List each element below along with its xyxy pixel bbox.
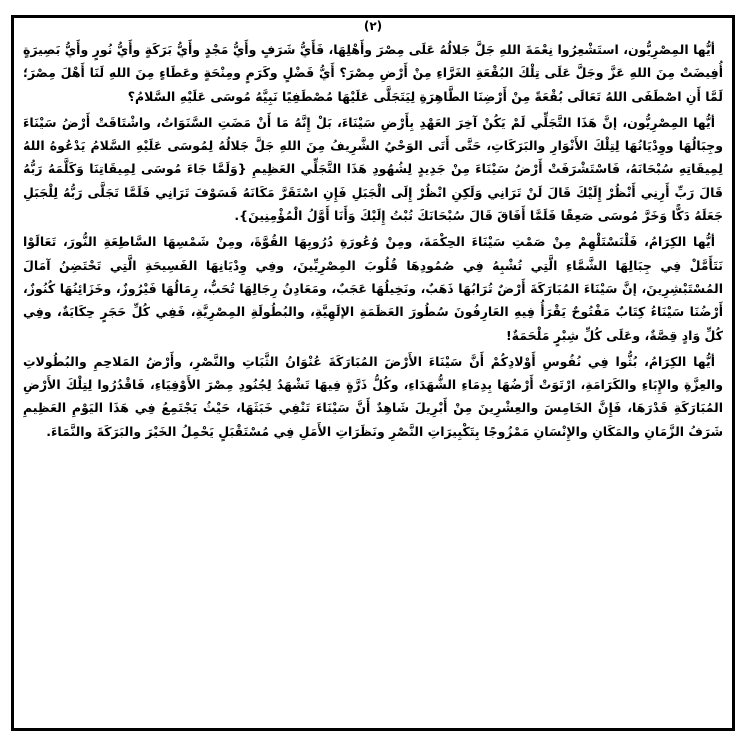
paragraph-3: أيُّها الكِرَامُ، فَلْنَسْتَلْهِمْ مِنْ صَمْتِ سَيْنَاءَ الحِكْمَةَ، ومِنْ وُعُورَةِ دُرُوبِهَا القُوَّةَ، ومِنْ شَمْسِهَا السَّاطِعَةِ النُّورَ، تَعَالَوْا نَتَأَمَّلْ فِي جِبَالِهَا الشَّمَّاءِ الَّتِي تُشْبِهُ فِي صُمُودِهَا قُلُوبَ المِصْرِيِّينَ، وفِي وِدْيَانِهَا الفَسِيحَةِ الَّتِي تَحْتَضِنُ آمَالَ المُسْتَبْشِرِينَ، إنَّ سَيْنَاءَ المُبَارَكَةَ أَرْضٌ تُرَابُهَا ذَهَبٌ، ونَخِيلُهَا عَجَبٌ، ومَعَادِنُ رِجَالِهَا تُحَبُّ، رِمَالُهَا فَيْرُوزٌ، وخَزَائِنُهَا كُنُوزٌ، أَرْضُنَا سَيْنَاءُ كِتَابٌ مَفْتُوحٌ يَقْرَأُ فِيهِ العَارِفُونَ سُطُورَ العَظَمَةِ الإلَهِيَّةِ، والبُطُولَةِ المِصْرِيَّةِ، فَفِي كُلِّ حَجَرٍ حِكَايَةٌ، وفِي كُلِّ وَادٍ قِصَّةٌ، وعَلَى كُلِّ شِبْرٍ مَلْحَمَةٌ!	[23, 234, 723, 343]
page-number: (٢)	[363, 19, 383, 33]
paragraph-1: أيُّها المِصْرِيُّون، استَشْعِرُوا نِعْمَةَ اللهِ جَلَّ جَلالُهُ عَلَى مِصْرَ وأَهْلِهَا، فَأَيُّ شَرَفٍ وأَيُّ مَجْدٍ وأَيُّ بَرَكَةٍ وأَيُّ نُورٍ وأَيُّ بَصِيرَةٍ أُفِيضَتْ مِنَ اللهِ عَزَّ وجَلَّ عَلَى تِلْكَ البُقْعَةِ الغَرَّاءِ مِنْ أَرْضِ مِصْرَ؟ أَيُّ فَضْلٍ وكَرَمٍ ومِنْحَةٍ وعَطَاءٍ مِنَ اللهِ لَنَا أَهْلَ مِصْرَ؛ لَمَّا أَنِ اصْطَفَى اللهُ تَعَالَى بُقْعَةً مِنْ أَرْضِنَا الطَّاهِرَةِ لِيَتَجَلَّى عَلَيْهَا مُصْطَفِيًا نَبِيَّهُ مُوسَى عَلَيْهِ السَّلامُ؟	[23, 42, 723, 104]
page-frame	[11, 15, 735, 731]
paragraph-4: أيُّها الكِرَامُ، بُثُّوا فِي نُفُوسِ أَوْلادِكُمْ أَنَّ سَيْنَاءَ الأَرْضَ المُبَارَكَةَ عُنْوَانُ الثَّبَاتِ والنَّصْرِ، وأَرْضُ المَلاحِمِ والبُطُولاتِ والعِزَّةِ والإِبَاءِ والكَرَامَةِ، ارْتَوَتْ أَرْضُهَا بِدِمَاءِ الشُّهَدَاءِ، وكُلُّ ذَرَّةٍ فِيهَا تَشْهَدُ لِجُنُودِ مِصْرَ الأَوْفِيَاءِ، فَاقْدُرُوا لِتِلْكَ الأَرْضِ المُبَارَكَةِ قَدْرَهَا، فَإِنَّ الخَامِسَ والعِشْرِينَ مِنْ أَبْرِيلَ شَاهِدٌ أَنَّ سَيْنَاءَ تَنْفِي خَبَثَهَا، حَيْثُ يَجْتَمِعُ فِي هَذَا اليَوْمِ العَظِيمِ شَرَفُ الزَّمَانِ والمَكَانِ والإِنْسَانِ مَمْزُوجًا بِتَكْبِيرَاتِ النَّصْرِ ونَظَرَاتِ الأَمَلِ فِي مُسْتَقْبَلٍ يَحْمِلُ الخَيْرَ والبَرَكَةَ والنَّمَاءَ.	[23, 353, 723, 439]
sermon-body	[23, 38, 723, 722]
paragraph-2: أيُّها المِصْرِيُّون، إنَّ هَذَا التَّجَلِّي لَمْ يَكُنْ آخِرَ العَهْدِ بِأَرْضِ سَيْنَاءَ، بَلْ إِنَّهُ مَا أَنْ مَضَتِ السَّنَوَاتُ، واشْتَاقَتْ أَرْضُ سَيْنَاءَ وجِبَالُهَا ووِدْيَانُهَا لِتِلْكَ الأَنْوَارِ والبَرَكَاتِ، حَتَّى أَتَى الوَحْيُ الشَّرِيفُ مِنَ اللهِ جَلَّ جَلالُهُ لِمُوسَى عَلَيْهِ السَّلامُ يَدْعُوهُ اللهُ لِمِيقَاتِهِ سُبْحَانَهُ، فَاسْتَشْرَفَتْ أَرْضُ سَيْنَاءَ مِنْ جَدِيدٍ لِشُهُودِ هَذَا التَّجَلِّي العَظِيمِ {وَلَمَّا جَاءَ مُوسَى لِمِيقَاتِنَا وَكَلَّمَهُ رَبُّهُ قَالَ رَبِّ أَرِنِي أَنْظُرْ إِلَيْكَ قَالَ لَنْ تَرَانِي وَلَكِنِ انْظُرْ إِلَى الْجَبَلِ فَإِنِ اسْتَقَرَّ مَكَانَهُ فَسَوْفَ تَرَانِي فَلَمَّا تَجَلَّى رَبُّهُ لِلْجَبَلِ جَعَلَهُ دَكًّا وَخَرَّ مُوسَى صَعِقًا فَلَمَّا أَفَاقَ قَالَ سُبْحَانَكَ تُبْتُ إِلَيْكَ وَأَنَا أَوَّلُ الْمُؤْمِنِينَ}.	[23, 114, 723, 224]
